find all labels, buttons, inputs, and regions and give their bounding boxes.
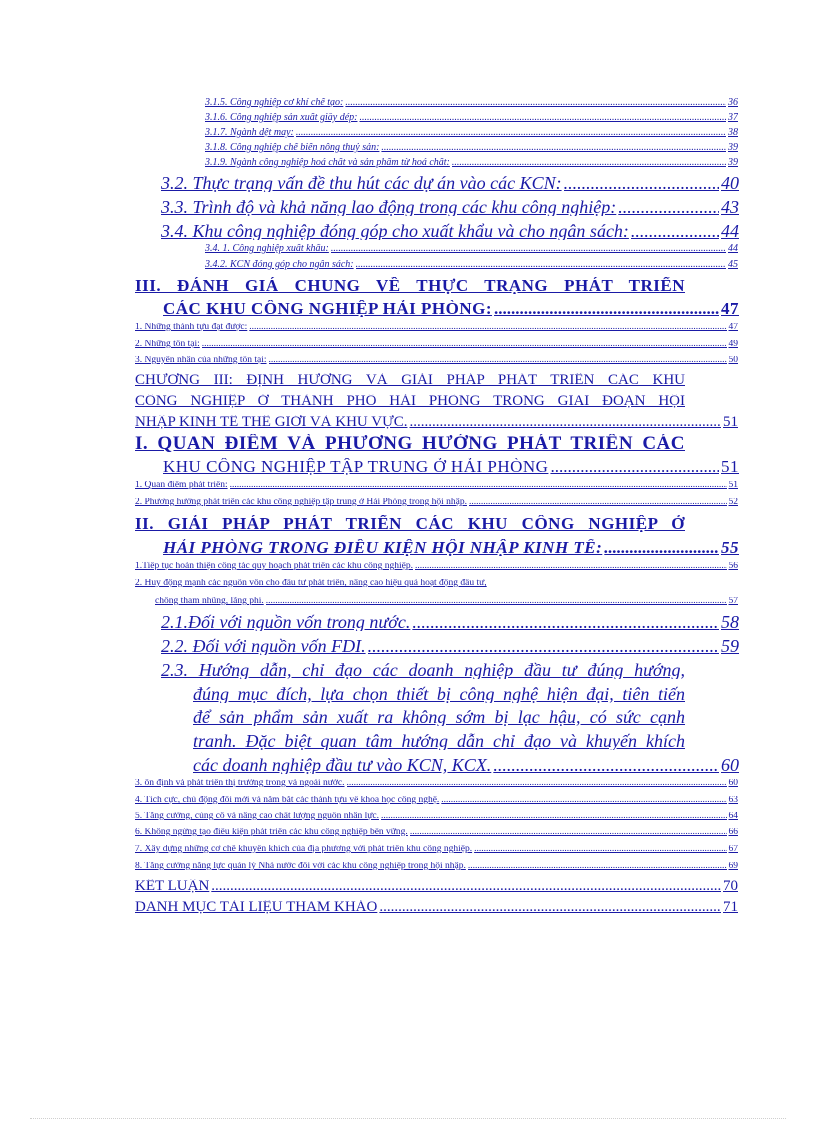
toc-heading-i-line2[interactable] xyxy=(163,458,739,475)
toc-page-number: 39 xyxy=(728,143,738,153)
toc-entry-text: các doanh nghiệp đầu tư vào KCN, KCX. xyxy=(193,756,492,774)
toc-entry-text: 8. Tăng cường năng lực quản lý Nhà nước đối với các khu công nghiệp trong hội nhập. xyxy=(135,862,466,871)
toc-page-number: 60 xyxy=(721,756,739,774)
toc-page-number: 49 xyxy=(728,340,738,349)
toc-entry-2-3-line4[interactable] xyxy=(193,732,685,750)
toc-entry-text: 5. Tăng cường, củng cố và nâng cao chất lượng nguồn nhân lực. xyxy=(135,812,380,821)
toc-entry-text: 2. Phương hướng phát triển các khu công nghiệp tập trung ở Hải Phòng trong hội nhập. xyxy=(135,498,467,507)
toc-entry-2-3-line1[interactable] xyxy=(161,661,685,679)
toc-entry-text: 3.1.9. Ngành công nghiệp hoá chất và sản phẩm từ hoá chất: xyxy=(205,158,450,168)
toc-entry-text: KẾT LUẬN xyxy=(135,879,210,894)
toc-entry-text: chống tham nhũng, lãng phí. xyxy=(155,597,264,606)
toc-entry-text: 2.2. Đối với nguồn vốn FDI. xyxy=(161,637,366,655)
toc-page-number: 56 xyxy=(728,562,738,571)
toc-entry-text: I. QUAN ĐIỂM VÀ PHƯƠNG HƯỚNG PHÁT TRIỂN CÁC xyxy=(135,434,685,453)
toc-page-number: 44 xyxy=(721,222,739,240)
toc-page-number: 66 xyxy=(728,828,738,837)
toc-page-number: 51 xyxy=(723,415,738,430)
toc-page-number: 47 xyxy=(728,323,738,332)
toc-entry-text: 3. Nguyên nhân của những tồn tại: xyxy=(135,356,267,365)
toc-entry-text: 6. Không ngừng tạo điều kiện phát triển các khu công nghiệp bền vững. xyxy=(135,828,408,837)
toc-page-number: 71 xyxy=(723,900,738,915)
toc-entry-2-3-line3[interactable] xyxy=(193,708,685,726)
toc-entry-text: 3.1.5. Công nghiệp cơ khí chế tạo: xyxy=(205,98,344,108)
toc-entry-3-4-1[interactable] xyxy=(205,244,738,254)
toc-heading-iii-line1[interactable] xyxy=(135,277,685,294)
toc-entry-ii-2-line2[interactable] xyxy=(155,597,738,607)
toc-page-number: 55 xyxy=(721,539,739,556)
toc-page-number: 59 xyxy=(721,637,739,655)
toc-entry-text: CÁC KHU CÔNG NGHIỆP HẢI PHÒNG: xyxy=(163,300,493,317)
toc-entry-text: 2.3. Hướng dẫn, chỉ đạo các doanh nghiệp đầu tư đúng hướng, xyxy=(161,661,685,679)
toc-page-number: 60 xyxy=(728,779,738,788)
toc-entry-text: CHƯƠNG III: ĐỊNH HƯỚNG VÀ GIẢI PHÁP PHÁT TRIỂN CÁC KHU xyxy=(135,373,685,388)
toc-page-number: 63 xyxy=(728,796,738,805)
toc-entry-text: 7. Xây dựng những cơ chế khuyến khích của địa phương với phát triển khu công nghiệp. xyxy=(135,845,473,854)
toc-entry-text: 2. Huy động mạnh các nguồn vốn cho đầu tư phát triển, nâng cao hiệu quả hoạt động đầu tư, xyxy=(135,579,487,588)
toc-entry-references[interactable] xyxy=(135,900,738,915)
toc-page-number: 69 xyxy=(728,862,738,871)
toc-entry-ii-8[interactable] xyxy=(135,862,738,872)
toc-page-number: 38 xyxy=(728,128,738,138)
toc-entry-text: III. ĐÁNH GIÁ CHUNG VỀ THỰC TRẠNG PHÁT TRIỂN xyxy=(135,277,685,294)
toc-entry-text: NHẬP KINH TẾ THẾ GIỚI VÀ KHU VỰC. xyxy=(135,415,408,430)
toc-page-number: 37 xyxy=(728,113,738,123)
toc-entry-2-3-line2[interactable] xyxy=(193,685,685,703)
toc-entry-3-3[interactable] xyxy=(161,198,739,216)
toc-entry-text: CÔNG NGHIỆP Ở THÀNH PHỐ HẢI PHÒNG TRONG GIAI ĐOẠN HỘI xyxy=(135,394,685,409)
toc-entry-ii-3[interactable] xyxy=(135,779,738,789)
toc-entry-text: 3.3. Trình độ và khả năng lao động trong các khu công nghiệp: xyxy=(161,198,617,216)
toc-entry-2-3-line5[interactable] xyxy=(193,756,739,774)
toc-entry-3-1-6[interactable] xyxy=(205,113,738,123)
toc-entry-3-1-9[interactable] xyxy=(205,158,738,168)
toc-page-number: 47 xyxy=(721,300,739,317)
toc-entry-text: 1. Những thành tựu đạt được: xyxy=(135,323,248,332)
toc-entry-3-1-5[interactable] xyxy=(205,98,738,108)
toc-entry-iii-2[interactable] xyxy=(135,340,738,350)
toc-entry-text: 3.4. 1. Công nghiệp xuất khẩu: xyxy=(205,244,329,254)
toc-entry-ii-1[interactable] xyxy=(135,562,738,572)
toc-heading-iii-line2[interactable] xyxy=(163,300,739,317)
toc-entry-iii-1[interactable] xyxy=(135,323,738,333)
toc-entry-text: 1.Tiếp tục hoàn thiện công tác quy hoạch phát triển các khu công nghiệp. xyxy=(135,562,413,571)
toc-entry-3-1-7[interactable] xyxy=(205,128,738,138)
toc-entry-ii-5[interactable] xyxy=(135,812,738,822)
toc-entry-ii-6[interactable] xyxy=(135,828,738,838)
toc-page-number: 40 xyxy=(721,174,739,192)
toc-entry-3-1-8[interactable] xyxy=(205,143,738,153)
toc-entry-text: 3.1.6. Công nghiệp sản xuất giầy dép: xyxy=(205,113,358,123)
toc-page-number: 50 xyxy=(728,356,738,365)
toc-entry-ii-4[interactable] xyxy=(135,796,738,806)
toc-entry-i-2[interactable] xyxy=(135,498,738,508)
toc-entry-2-1[interactable] xyxy=(161,613,739,631)
toc-page-number: 70 xyxy=(723,879,738,894)
toc-page-number: 58 xyxy=(721,613,739,631)
toc-chapter-iii-line1[interactable] xyxy=(135,373,685,388)
toc-entry-text: 3.4. Khu công nghiệp đóng góp cho xuất khẩu và cho ngân sách: xyxy=(161,222,629,240)
toc-entry-2-2[interactable] xyxy=(161,637,739,655)
toc-entry-text: tranh. Đặc biệt quan tâm hướng dẫn chỉ đạo và khuyến khích xyxy=(193,732,685,750)
toc-page-number: 64 xyxy=(728,812,738,821)
toc-page-number: 36 xyxy=(728,98,738,108)
toc-entry-3-4-2[interactable] xyxy=(205,260,738,270)
toc-page-number: 44 xyxy=(728,244,738,254)
toc-chapter-iii-line3[interactable] xyxy=(135,415,738,430)
toc-entry-text: 2.1.Đối với nguồn vốn trong nước. xyxy=(161,613,411,631)
toc-entry-text: II. GIẢI PHÁP PHÁT TRIỂN CÁC KHU CÔNG NGHIỆP Ở xyxy=(135,515,685,532)
toc-entry-text: 3.1.7. Ngành dệt may: xyxy=(205,128,294,138)
toc-entry-conclusion[interactable] xyxy=(135,879,738,894)
toc-page-number: 45 xyxy=(728,260,738,270)
toc-entry-text: 3.4.2. KCN đóng góp cho ngân sách: xyxy=(205,260,354,270)
toc-entry-text: DANH MỤC TÀI LIỆU THAM KHẢO xyxy=(135,900,378,915)
toc-entry-text: 4. Tích cực, chủ động đổi mới và nắm bắt các thành tựu về khoa học công nghệ. xyxy=(135,796,440,805)
toc-heading-i-line1[interactable] xyxy=(135,434,685,453)
toc-entry-text: 2. Những tồn tại: xyxy=(135,340,200,349)
toc-chapter-iii-line2[interactable] xyxy=(135,394,685,409)
toc-entry-text: KHU CÔNG NGHIỆP TẬP TRUNG Ở HẢI PHÒNG xyxy=(163,458,549,475)
toc-entry-3-2[interactable] xyxy=(161,174,739,192)
toc-entry-text: HẢI PHÒNG TRONG ĐIỀU KIỆN HỘI NHẬP KINH TẾ: xyxy=(163,539,603,556)
toc-page-number: 67 xyxy=(728,845,738,854)
toc-entry-text: 3.1.8. Công nghiệp chế biến nông thuỷ sản: xyxy=(205,143,380,153)
toc-entry-ii-2-line1[interactable] xyxy=(135,579,738,589)
toc-entry-iii-3[interactable] xyxy=(135,356,738,366)
toc-entry-text: 1. Quan điểm phát triển: xyxy=(135,481,228,490)
toc-page-number: 43 xyxy=(721,198,739,216)
toc-entry-text: đúng mục đích, lựa chọn thiết bị công nghệ hiện đại, tiên tiến xyxy=(193,685,685,703)
toc-page-number: 57 xyxy=(728,597,738,606)
toc-page-number: 51 xyxy=(721,458,739,475)
toc-entry-i-1[interactable] xyxy=(135,481,738,491)
toc-entry-text: 3.2. Thực trạng vấn đề thu hút các dự án vào các KCN: xyxy=(161,174,562,192)
toc-entry-text: 3. ổn định và phát triển thị trường trong và ngoài nước. xyxy=(135,779,345,788)
toc-page-number: 39 xyxy=(728,158,738,168)
toc-entry-ii-7[interactable] xyxy=(135,845,738,855)
page-bottom-border xyxy=(30,1118,786,1119)
toc-page-number: 51 xyxy=(728,481,738,490)
toc-heading-ii-line2[interactable] xyxy=(163,539,739,556)
toc-entry-text: để sản phẩm sản xuất ra không sớm bị lạc hậu, có sức cạnh xyxy=(193,708,685,726)
toc-entry-3-4[interactable] xyxy=(161,222,739,240)
toc-heading-ii-line1[interactable] xyxy=(135,515,685,532)
toc-page-number: 52 xyxy=(728,498,738,507)
